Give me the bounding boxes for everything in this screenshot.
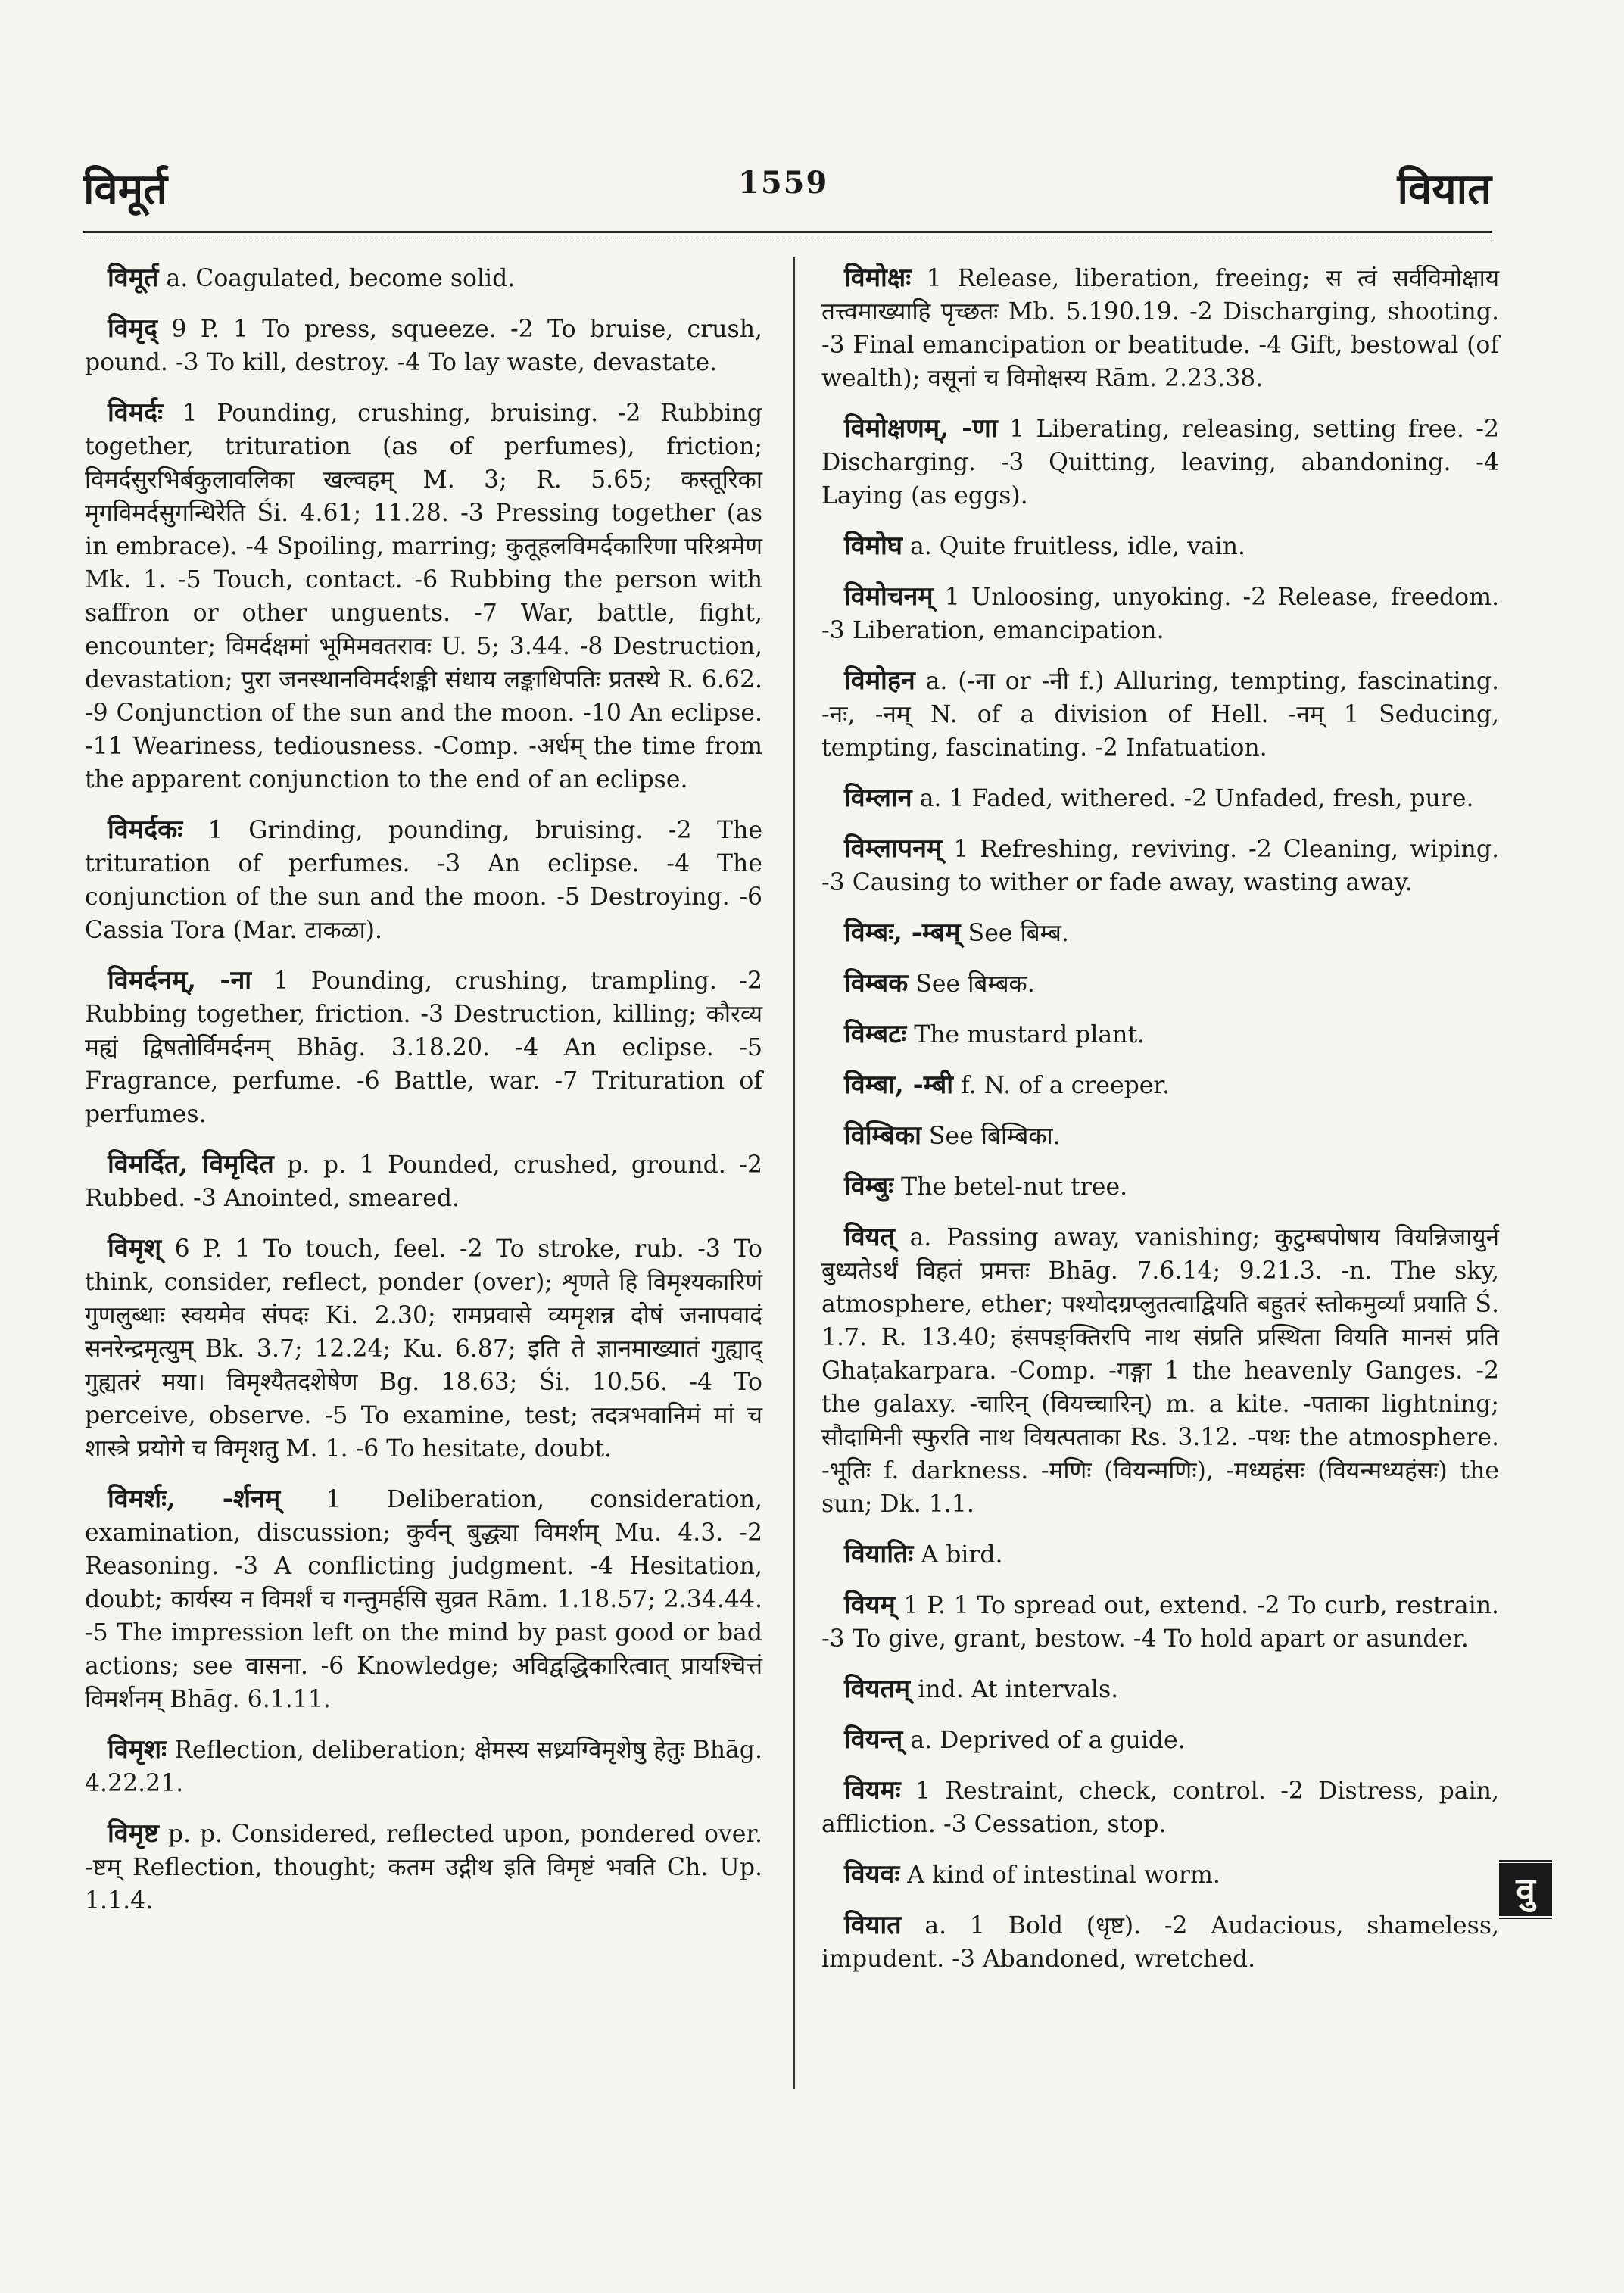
entry-headword: विमर्दः: [108, 397, 163, 428]
dictionary-entry: [821, 529, 1499, 563]
entry-definition: A kind of intestinal worm.: [907, 1862, 1220, 1889]
entry-headword: विमृष्ट: [108, 1818, 159, 1849]
entry-definition: p. p. Considered, reflected upon, pondered over. -ष्टम् Reflection, thought; कतम उद्गीथ इति विमृष्टं भवति Ch. Up. 1.1.4.: [85, 1821, 763, 1914]
entry-headword: विमृद्: [108, 313, 158, 344]
left-column: [85, 261, 762, 1934]
entry-definition: f. N. of a creeper.: [961, 1072, 1170, 1099]
entry-headword: वियातिः: [844, 1539, 914, 1569]
dictionary-entry: [821, 1723, 1499, 1757]
entry-definition: The mustard plant.: [914, 1021, 1146, 1048]
entry-definition: 1 Refreshing, reviving. -2 Cleaning, wiping. -3 Causing to wither or fade away, wasting away.: [821, 836, 1499, 896]
entry-headword: विम्बटः: [844, 1019, 907, 1049]
entry-definition: 1 Pounding, crushing, trampling. -2 Rubbing together, friction. -3 Destruction, killing; कौरव्य मह्यं द्विषतोर्विमर्दनम् Bhāg. 3.18.20. -4 An eclipse. -5 Fragrance, perfume. -6 Battle, war. -7 Trituration of perfumes.: [85, 967, 762, 1128]
left-running-headword: विमूर्त: [83, 164, 168, 214]
right-running-headword: वियात: [1397, 164, 1492, 214]
entry-headword: विम्बः, -म्बम्: [844, 918, 961, 948]
entry-definition: a. (-ना or -नी f.) Alluring, tempting, fascinating. -नः, -नम् N. of a division of Hell. -नम् 1 Seducing, tempting, fascinating. -2 Infatuation.: [821, 668, 1499, 762]
entry-definition: 1 Release, liberation, freeing; स त्वं सर्वविमोक्षाय तत्त्वमाख्याहि पृच्छतः Mb. 5.190.19. -2 Discharging, shooting. -3 Final emancipation or beatitude. -4 Gift, bestowal (of wealth); वसूनां च विमोक्षस्य Rām. 2.23.38.: [821, 265, 1499, 392]
entry-definition: 1 Unloosing, unyoking. -2 Release, freedom. -3 Liberation, emancipation.: [821, 584, 1499, 644]
dictionary-entry: [821, 1119, 1499, 1153]
entry-headword: विम्लान: [844, 783, 912, 813]
dictionary-entry: [85, 964, 762, 1131]
entry-definition: See बिम्बिका.: [928, 1123, 1061, 1150]
dictionary-entry: [85, 396, 762, 796]
dictionary-entry: [85, 261, 762, 295]
entry-headword: विमर्दनम्, -ना: [108, 965, 252, 995]
entry-headword: वियतम्: [844, 1674, 911, 1704]
header-rule: [83, 231, 1492, 233]
entry-headword: विम्लापनम्: [844, 833, 943, 864]
dictionary-entry: [821, 1588, 1499, 1656]
entry-definition: 1 Deliberation, consideration, examination, discussion; कुर्वन् बुद्ध्या विमर्शम् Mu. 4.3. -2 Reasoning. -3 A conflicting judgment. -4 Hesitation, doubt; कार्यस्य न विमर्शं च गन्तुमर्हसि सुव्रत Rām. 1.18.57; 2.34.44. -5 The impression left on the mind by past good or bad actions; see वासना. -6 Knowledge; अविद्वद्धिकारित्वात् प्रायश्चित्तं विमर्शनम् Bhāg. 6.1.11.: [85, 1486, 762, 1713]
dictionary-entry: [821, 664, 1499, 765]
dictionary-entry: [85, 1482, 762, 1716]
entry-headword: विमोक्षः: [844, 263, 912, 293]
entry-headword: विमोहन: [844, 665, 915, 696]
dictionary-entry: [821, 967, 1499, 1001]
dictionary-entry: [821, 1858, 1499, 1892]
entry-headword: वियात: [844, 1910, 902, 1940]
right-column: [821, 261, 1499, 1992]
entry-headword: विमृशः: [108, 1734, 167, 1765]
entry-definition: a. Deprived of a guide.: [910, 1727, 1186, 1754]
entry-headword: विम्बा, -म्बी: [844, 1070, 954, 1100]
entry-definition: 1 Pounding, crushing, bruising. -2 Rubbing together, trituration (as of perfumes), friction; विमर्दसुरभिर्बकुलावलिका खल्वहम् M. 3; R. 5.65; कस्तूरिका मृगविमर्दसुगन्धिरेति Śi. 4.61; 11.28. -3 Pressing together (as in embrace). -4 Spoiling, marring; कुतूहलविमर्दकारिणा परिश्रमेण Mk. 1. -5 Touch, contact. -6 Rubbing the person with saffron or other unguents. -7 War, battle, fight, encounter; विमर्दक्षमां भूमिमवतरावः U. 5; 3.44. -8 Destruction, devastation; पुरा जनस्थानविमर्दशङ्की संधाय लङ्काधिपतिः प्रतस्थे R. 6.62. -9 Conjunction of the sun and the moon. -10 An eclipse. -11 Weariness, tediousness. -Comp. -अर्धम् the time from the apparent conjunction to the end of an eclipse.: [85, 400, 762, 793]
entry-headword: विम्बुः: [844, 1171, 894, 1201]
dictionary-entry: [821, 916, 1499, 950]
dictionary-entry: [821, 1220, 1499, 1521]
dictionary-entry: [85, 312, 762, 379]
entry-headword: विमर्दकः: [108, 815, 183, 845]
entry-definition: See बिम्बक.: [915, 970, 1035, 998]
entry-definition: 6 P. 1 To touch, feel. -2 To stroke, rub. -3 To think, consider, reflect, ponder (over); शृणते हि विमृश्यकारिणं गुणलुब्धाः स्वयमेव संपदः Ki. 2.30; रामप्रवासे व्यमृशन्न दोषं जनापवादं सनरेन्द्रमृत्युम् Bk. 3.7; 12.24; Ku. 6.87; इति ते ज्ञानमाख्यातं गुह्याद् गुह्यतरं मया। विमृश्यैतदशेषेण Bg. 18.63; Śi. 10.56. -4 To perceive, observe. -5 To examine, test; तदत्रभवानिमं मां च शास्त्रे प्रयोगे च विमृशतु M. 1. -6 To hesitate, doubt.: [85, 1235, 762, 1463]
page-number: 1559: [738, 165, 829, 201]
entry-headword: विमर्दित, विमृदित: [108, 1149, 274, 1179]
entry-definition: p. p. 1 Pounded, crushed, ground. -2 Rubbed. -3 Anointed, smeared.: [85, 1151, 762, 1212]
entry-headword: वियमः: [844, 1775, 901, 1805]
entry-headword: विम्बक: [844, 968, 909, 999]
dictionary-entry: [821, 580, 1499, 647]
dictionary-entry: [821, 1537, 1499, 1572]
column-divider: [793, 257, 795, 2089]
dictionary-entry: [821, 412, 1499, 512]
entry-definition: ind. At intervals.: [918, 1676, 1119, 1703]
entry-headword: विमूर्त: [108, 263, 159, 293]
entry-definition: 1 Liberating, releasing, setting free. -2 Discharging. -3 Quitting, leaving, abandoning. -4 Laying (as eggs).: [821, 416, 1499, 509]
dictionary-entry: [821, 1774, 1499, 1841]
entry-definition: Reflection, deliberation; क्षेमस्य सध्र्यग्विमृशेषु हेतुः Bhāg. 4.22.21.: [85, 1737, 762, 1797]
entry-definition: a. Coagulated, become solid.: [166, 265, 516, 292]
entry-headword: विमोचनम्: [844, 581, 934, 612]
entry-definition: a. 1 Faded, withered. -2 Unfaded, fresh, pure.: [919, 785, 1474, 812]
entry-headword: वियवः: [844, 1859, 900, 1890]
entry-definition: 9 P. 1 To press, squeeze. -2 To bruise, crush, pound. -3 To kill, destroy. -4 To lay waste, devastate.: [85, 316, 763, 376]
dictionary-entry: [85, 1148, 762, 1215]
dictionary-entry: [821, 1170, 1499, 1204]
entry-headword: वियत्: [844, 1222, 895, 1252]
dictionary-entry: [85, 813, 762, 947]
thumb-index-tab: वु: [1499, 1858, 1552, 1921]
dictionary-entry: [85, 1733, 762, 1800]
entry-definition: 1 P. 1 To spread out, extend. -2 To curb, restrain. -3 To give, grant, bestow. -4 To hold apart or asunder.: [821, 1592, 1500, 1653]
dictionary-entry: [821, 1068, 1499, 1102]
entry-definition: 1 Restraint, check, control. -2 Distress, pain, affliction. -3 Cessation, stop.: [821, 1777, 1499, 1838]
entry-headword: विमोघ: [844, 531, 902, 561]
page-header: [83, 159, 1492, 220]
dictionary-entry: [821, 1017, 1499, 1051]
dictionary-entry: [821, 1672, 1499, 1706]
entry-definition: A bird.: [921, 1541, 1003, 1569]
entry-definition: a. Quite fruitless, idle, vain.: [909, 533, 1246, 560]
dictionary-entry: [821, 781, 1499, 815]
entry-headword: वियम्: [844, 1590, 896, 1620]
entry-headword: विमोक्षणम्, -णा: [844, 413, 998, 444]
entry-definition: See बिम्ब.: [968, 920, 1069, 947]
dictionary-entry: [821, 1908, 1499, 1976]
dictionary-entry: [821, 832, 1499, 899]
entry-headword: विम्बिका: [844, 1120, 921, 1151]
dictionary-entry: [821, 261, 1499, 395]
dictionary-entry: [85, 1817, 762, 1918]
entry-definition: a. Passing away, vanishing; कुटुम्बपोषाय वियन्निजायुर्न बुध्यतेऽर्थं विहतं प्रमत्तः Bhāg. 7.6.14; 9.21.3. -n. The sky, atmosphere, ether; पश्योदग्रप्लुतत्वाद्वियति बहुतरं स्तोकमुर्व्यां प्रयाति Ś. 1.7. R. 13.40; हंसपङ्क्तिरपि नाथ संप्रति प्रस्थिता वियति मानसं प्रति Ghaṭakarpara. -Comp. -गङ्गा 1 the heavenly Ganges. -2 the galaxy. -चारिन् (वियच्चारिन्) m. a kite. -पताका lightning; सौदामिनी स्फुरति नाथ वियत्पताका Rs. 3.12. -पथः the atmosphere. -भूतिः f. darkness. -मणिः (वियन्मणिः), -मध्यहंसः (वियन्मध्यहंसः) the sun; Dk. 1.1.: [821, 1224, 1499, 1518]
entry-definition: a. 1 Bold (धृष्ट). -2 Audacious, shameless, impudent. -3 Abandoned, wretched.: [821, 1912, 1499, 1973]
entry-definition: The betel-nut tree.: [901, 1173, 1128, 1201]
entry-headword: विमृश्: [108, 1233, 162, 1263]
entry-headword: वियन्त्: [844, 1724, 903, 1755]
dictionary-entry: [85, 1232, 762, 1466]
entry-headword: विमर्शः, -र्शनम्: [108, 1484, 281, 1514]
entry-definition: 1 Grinding, pounding, bruising. -2 The trituration of perfumes. -3 An eclipse. -4 The conjunction of the sun and the moon. -5 Destroying. -6 Cassia Tora (Mar. टाकळा).: [85, 817, 762, 944]
